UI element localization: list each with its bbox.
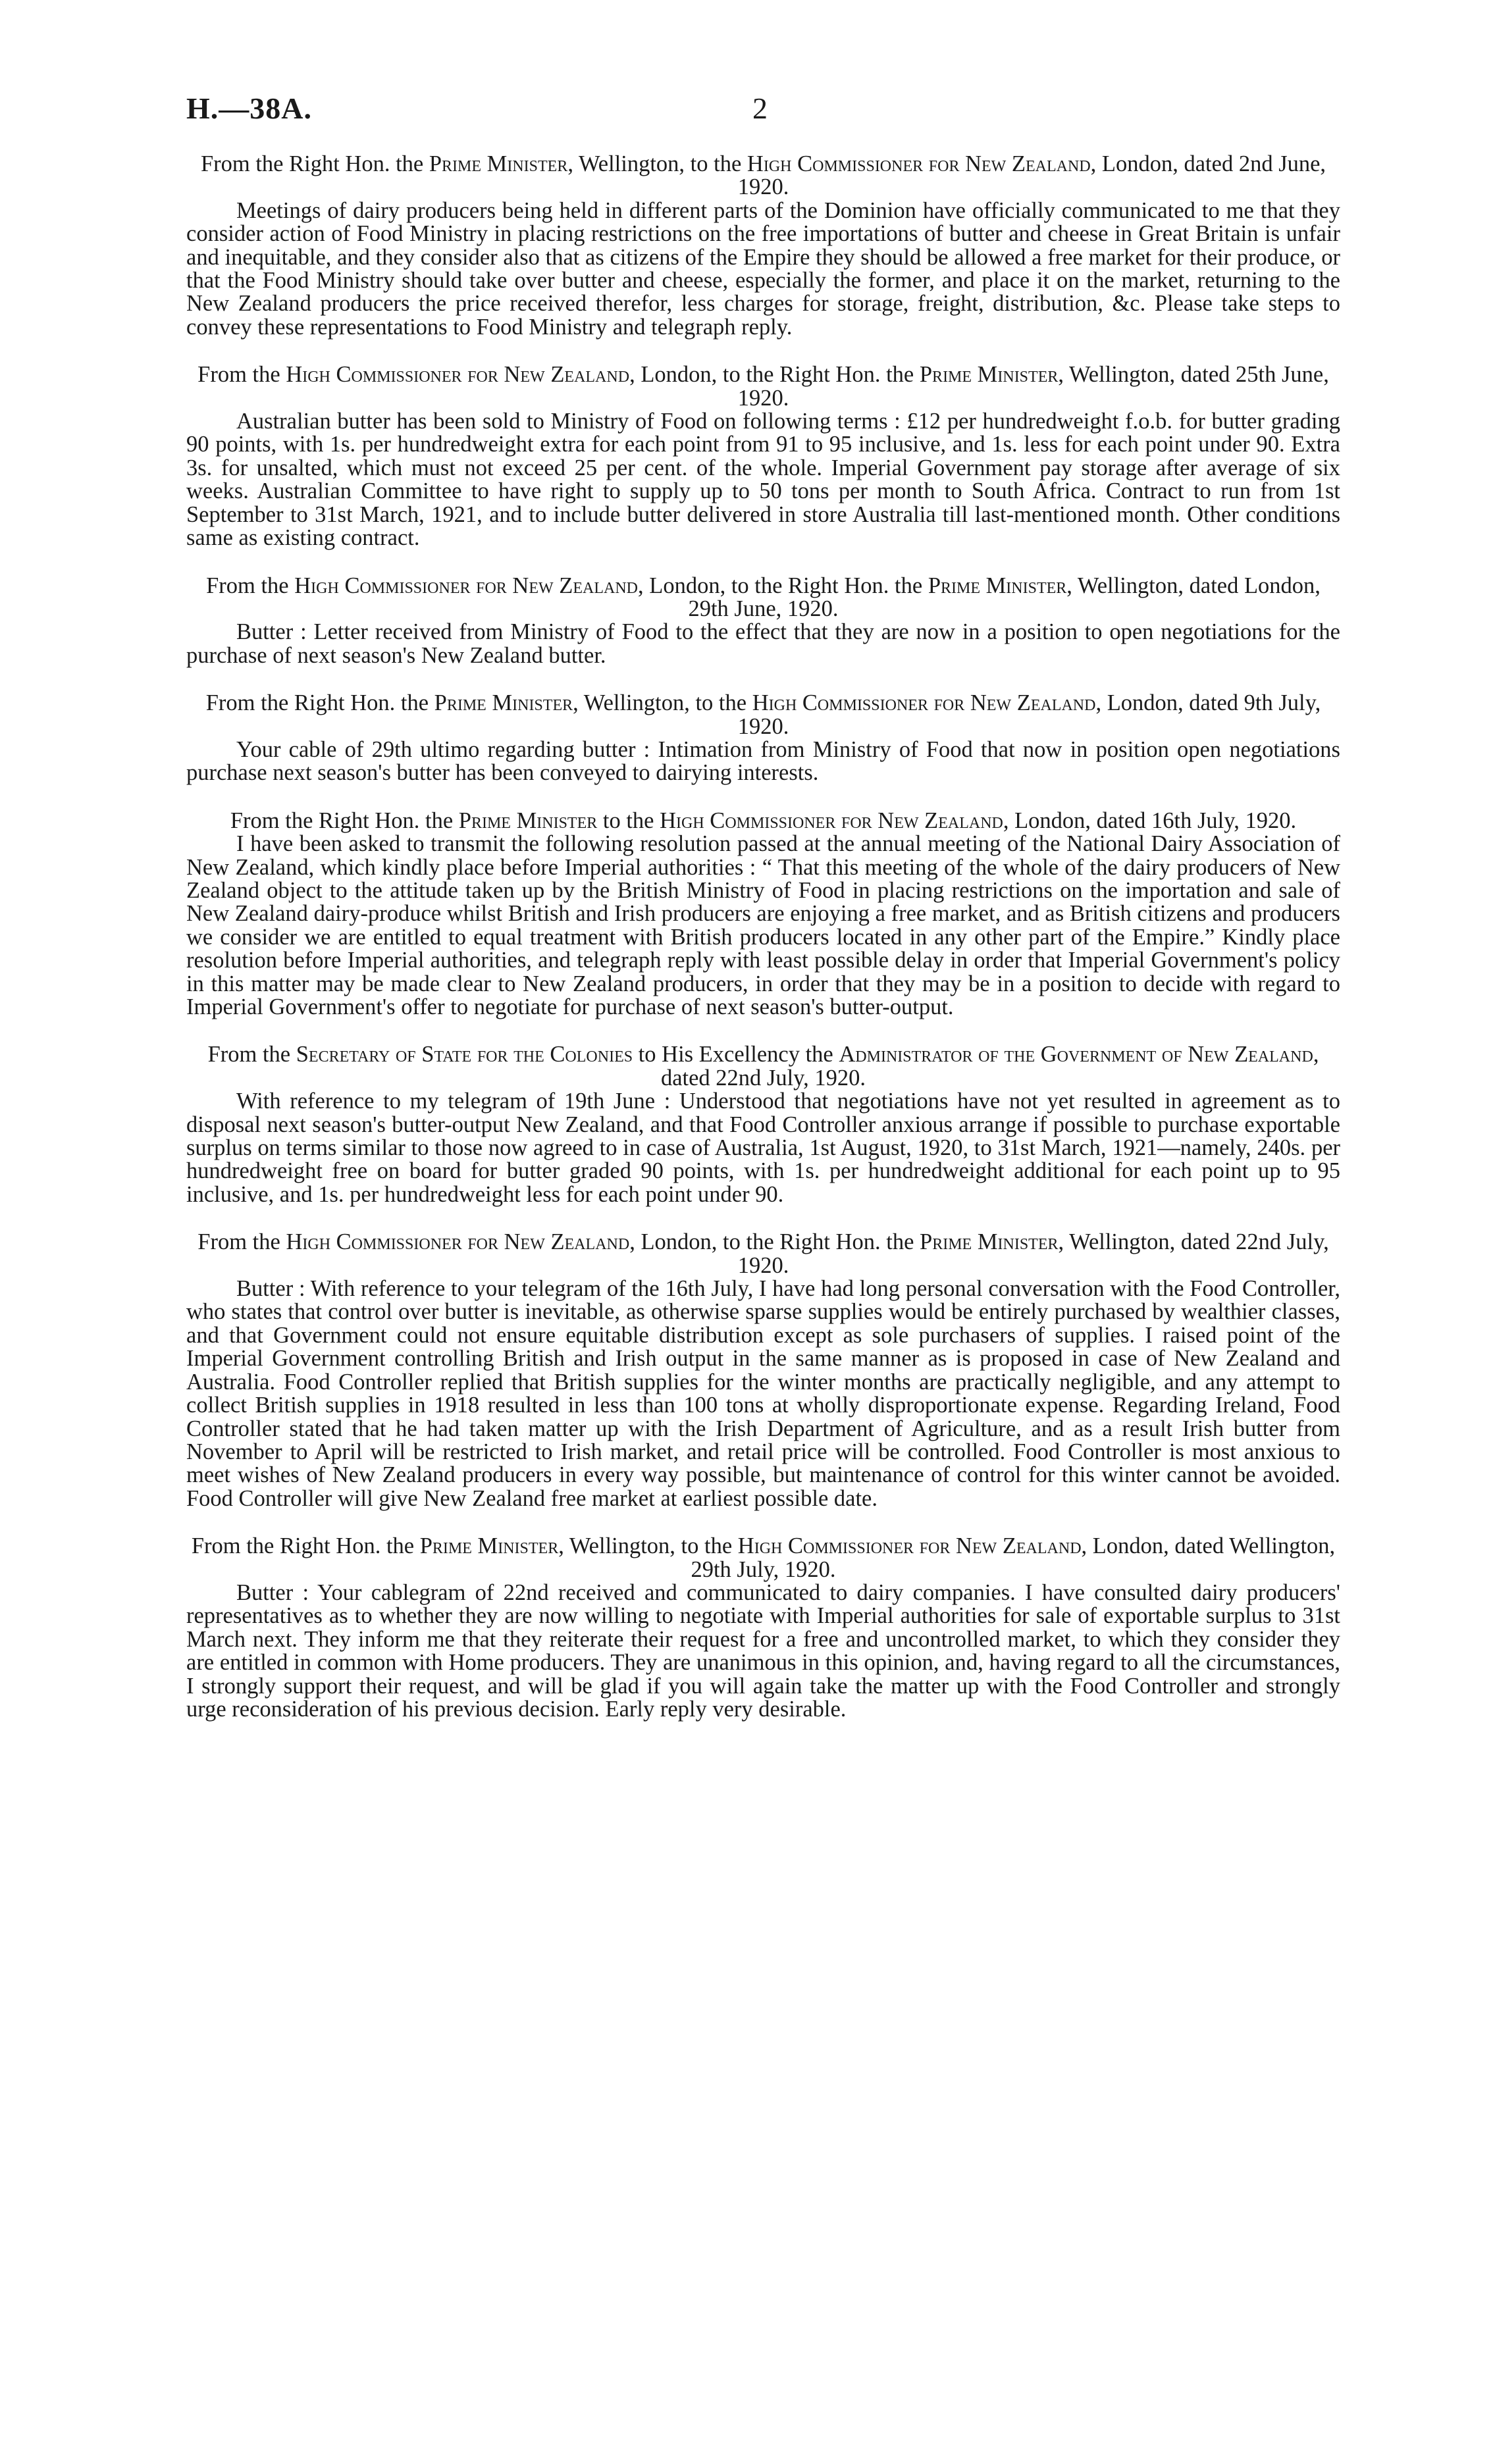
- telegram-entry: [186, 809, 1340, 1019]
- telegram-body: Butter : Your cablegram of 22nd received and communicated to dairy companies. I have consulted dairy producers' representatives as to whether they are now willing to negotiate with Imperial authorities for sale of exportable surplus to 31st March next. They inform me that they reiterate their request for a free and uncontrolled market, to which they consider they are entitled in common with Home producers. They are unanimous in this opinion, and, having regard to all the circumstances, I strongly support their request, and will be glad if you will again take the matter up with the Food Controller and strongly urge reconsideration of his previous decision. Early reply very desirable.: [186, 1579, 1340, 1722]
- telegram-body: Meetings of dairy producers being held in different parts of the Dominion have officially communicated to me that they consider action of Food Ministry in placing restrictions on the free importations of butter and cheese in Great Britain is unfair and inequitable, and they consider also that as citizens of the Empire they should be allowed a free market for their produce, or that the Food Ministry should take over butter and cheese, especially the former, and place it on the market, returning to the New Zealand producers the price received therefor, less charges for storage, freight, distribution, &c. Please take steps to convey these representations to Food Ministry and telegraph reply.: [186, 197, 1340, 340]
- telegram-heading: From the Right Hon. the Prime Minister, Wellington, to the High Commissioner for New Zealand, London, dated 2nd June, 1920.: [200, 151, 1326, 200]
- telegram-heading: From the High Commissioner for New Zealand, London, to the Right Hon. the Prime Minister, Wellington, dated London, 29th June, 1920.: [206, 573, 1321, 621]
- telegram-entry: [186, 575, 1340, 668]
- telegram-body: I have been asked to transmit the following resolution passed at the annual meeting of the National Dairy Association of New Zealand, which kindly place before Imperial authorities : “ That this meeting of the whole of the dairy producers of New Zealand object to the attitude taken up by the British Ministry of Food in placing restrictions on the importation and sale of New Zealand dairy-produce whilst British and Irish producers are enjoying a free market, and as British citizens and producers we consider we are entitled to equal treatment with British producers located in any other part of the Empire.” Kindly place resolution before Imperial authorities, and telegraph reply with least possible delay in order that Imperial Government's policy in this matter may be made clear to New Zealand producers, in order that they may be in a position to decide with regard to Imperial Government's offer to negotiate for purchase of next season's butter-output.: [186, 831, 1340, 1019]
- telegram-entry: [186, 1231, 1340, 1510]
- telegram-heading: From the Right Hon. the Prime Minister, Wellington, to the High Commissioner for New Zealand, London, dated 9th July, 1920.: [205, 690, 1321, 739]
- telegram-entry: [186, 363, 1340, 550]
- telegram-body: Butter : Letter received from Ministry of Food to the effect that they are now in a position to open negotiations for the purchase of next season's New Zealand butter.: [186, 619, 1340, 668]
- telegram-heading: From the High Commissioner for New Zealand, London, to the Right Hon. the Prime Minister, Wellington, dated 22nd July, 1920.: [197, 1229, 1329, 1278]
- telegram-entry: [186, 1535, 1340, 1721]
- telegram-heading: From the Right Hon. the Prime Minister to the High Commissioner for New Zealand, London, dated 16th July, 1920.: [230, 808, 1297, 833]
- body-text: [186, 153, 1340, 1745]
- telegram-body: Butter : With reference to your telegram of the 16th July, I have had long personal conversation with the Food Controller, who states that control over butter is inevitable, as otherwise sparse supplies would be entirely purchased by wealthier classes, and that Government could not ensure equitable distribution except as sole purchasers of supplies. I raised point of the Imperial Government controlling British and Irish output in the same manner as is proposed in case of New Zealand and Australia. Food Controller replied that British supplies for the winter months are practically negligible, and any attempt to collect British supplies in 1918 resulted in less than 100 tons at wholly disproportionate expense. Regarding Ireland, Food Controller stated that he had taken matter up with the Irish Department of Agriculture, and as a result Irish butter from November to April will be restricted to Irish market, and retail price will be controlled. Food Controller is most anxious to meet wishes of New Zealand producers in every way possible, but maintenance of control for this winter cannot be avoided. Food Controller will give New Zealand free market at earliest possible date.: [186, 1276, 1340, 1511]
- telegram-body: With reference to my telegram of 19th June : Understood that negotiations have not yet resulted in agreement as to disposal next season's butter-output New Zealand, and that Food Controller anxious arrange if possible to purchase exportable surplus on terms similar to those now agreed to in case of Australia, 1st August, 1920, to 31st March, 1921—namely, 240s. per hundredweight free on board for butter graded 90 points, with 1s. per hundredweight additional for each point up to 95 inclusive, and 1s. per hundredweight less for each point under 90.: [186, 1089, 1340, 1207]
- telegram-entry: [186, 1043, 1340, 1206]
- running-header: [186, 91, 1340, 130]
- telegram-heading: From the High Commissioner for New Zealand, London, to the Right Hon. the Prime Minister, Wellington, dated 25th June, 1920.: [197, 362, 1329, 411]
- telegram-body: Australian butter has been sold to Ministry of Food on following terms : £12 per hundredweight f.o.b. for butter grading 90 points, with 1s. per hundredweight extra for each point from 91 to 95 inclusive, and 1s. less for each point under 90. Extra 3s. for unsalted, which must not exceed 25 per cent. of the whole. Imperial Government pay storage after average of six weeks. Australian Committee to have right to supply up to 50 tons per month to South Africa. Contract to run from 1st September to 31st March, 1921, and to include butter delivered in store Australia till last-mentioned month. Other conditions same as existing contract.: [186, 409, 1340, 551]
- telegram-body: Your cable of 29th ultimo regarding butter : Intimation from Ministry of Food that now in position open negotiations purchase next season's butter has been conveyed to dairying interests.: [186, 736, 1340, 786]
- telegram-heading: From the Secretary of State for the Colonies to His Excellency the Administrator of the Government of New Zealand, dated 22nd July, 1920.: [207, 1042, 1319, 1091]
- page-number: 2: [752, 91, 768, 125]
- telegram-entry: [186, 153, 1340, 339]
- document-code: H.—38A.: [186, 91, 312, 125]
- telegram-heading: From the Right Hon. the Prime Minister, Wellington, to the High Commissioner for New Zealand, London, dated Wellington, 29th July, 1920.: [191, 1533, 1336, 1582]
- telegram-entry: [186, 692, 1340, 785]
